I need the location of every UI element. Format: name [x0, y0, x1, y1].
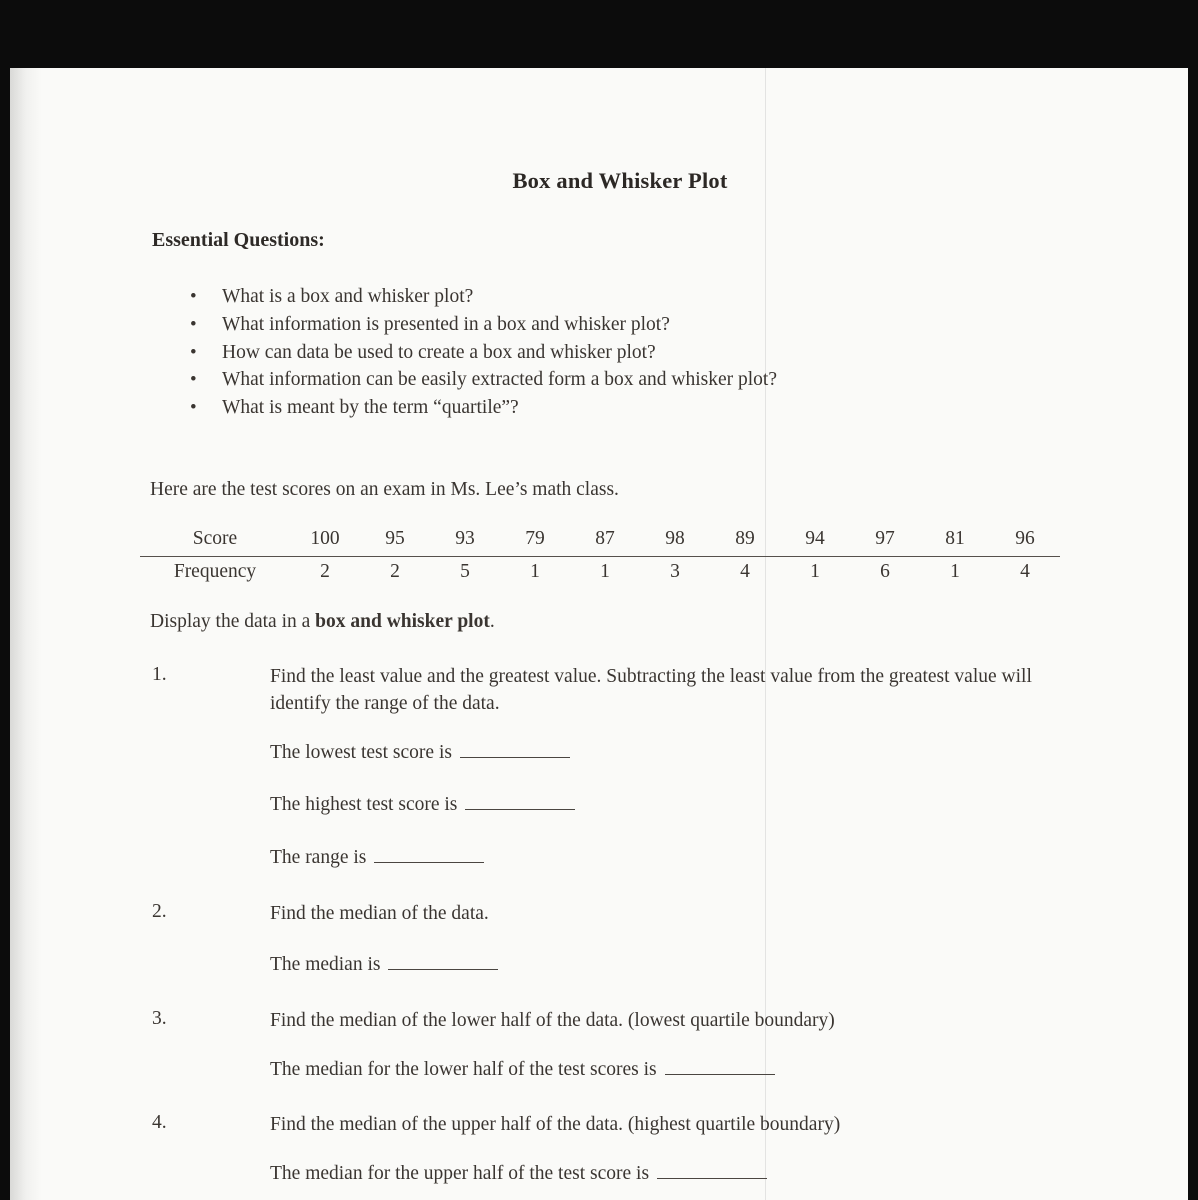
- bullet-text: How can data be used to create a box and whisker plot?: [222, 341, 656, 363]
- bullet-item: [190, 283, 1030, 311]
- bullet-icon: •: [190, 341, 197, 363]
- frequency-cell: 6: [880, 561, 890, 582]
- answer-blank: [465, 795, 575, 810]
- bullet-icon: •: [190, 313, 197, 335]
- step-number: 1.: [152, 664, 167, 685]
- frequency-cell: 1: [810, 561, 820, 582]
- answer-blank: [657, 1164, 767, 1179]
- answer-blank: [388, 955, 498, 970]
- fill-in-line: [270, 1163, 767, 1185]
- score-cell: 81: [920, 527, 990, 557]
- bullet-item: [190, 394, 1030, 422]
- score-cell: 87: [570, 527, 640, 557]
- step-number: 3.: [152, 1008, 167, 1029]
- bullet-text: What is a box and whisker plot?: [222, 286, 474, 307]
- fill-in-label: The lowest test score is: [270, 742, 452, 763]
- frequency-cell: 1: [950, 561, 960, 582]
- frequency-cell: 2: [390, 561, 400, 582]
- fill-in-line: [270, 1059, 775, 1081]
- bullet-text: What information can be easily extracted form a box and whisker plot?: [222, 369, 778, 391]
- intro-text: Here are the test scores on an exam in Ms. Lee’s math class.: [150, 479, 619, 500]
- scores-table: [140, 527, 1060, 585]
- display-instruction-suffix: .: [489, 611, 495, 632]
- fill-in-line: [270, 794, 575, 816]
- score-cell: 93: [430, 527, 500, 557]
- step-text: Find the median of the lower half of the data. (lowest quartile boundary): [270, 1010, 835, 1031]
- score-cell: 97: [850, 527, 920, 557]
- bullet-item: [190, 339, 1030, 367]
- bullet-icon: •: [190, 286, 197, 307]
- step-number: 2.: [152, 901, 167, 922]
- essential-questions-heading: Essential Questions:: [152, 229, 325, 251]
- bullet-icon: •: [190, 397, 197, 419]
- frequency-row: [140, 557, 1060, 586]
- answer-blank: [460, 743, 570, 758]
- frequency-cell: 2: [320, 561, 330, 582]
- frequency-cell: 4: [740, 561, 750, 582]
- score-row-label: Score: [140, 527, 290, 557]
- fill-in-line: [270, 847, 484, 869]
- display-instruction-prefix: Display the data in a: [150, 611, 316, 632]
- fill-in-label: The median for the lower half of the test scores is: [270, 1059, 657, 1080]
- bullet-item: [190, 366, 1030, 394]
- display-instruction: [150, 611, 495, 633]
- fill-in-label: The highest test score is: [270, 794, 458, 815]
- step-text: Find the median of the data.: [270, 903, 489, 924]
- score-cell: 89: [710, 527, 780, 557]
- fill-in-label: The range is: [270, 847, 367, 868]
- frequency-cell: 5: [460, 561, 470, 582]
- bullet-text: What information is presented in a box and whisker plot?: [222, 313, 670, 335]
- frequency-cell: 1: [600, 561, 610, 582]
- answer-blank: [374, 848, 484, 863]
- frequency-cell: 4: [1020, 561, 1030, 582]
- score-cell: 79: [500, 527, 570, 557]
- bullet-item: [190, 311, 1030, 339]
- score-cell: 95: [360, 527, 430, 557]
- bullet-list: [190, 283, 1030, 422]
- fill-in-line: [270, 954, 498, 976]
- bullet-icon: •: [190, 369, 197, 391]
- answer-blank: [665, 1060, 775, 1075]
- document-page: [10, 68, 1188, 1200]
- score-cell: 100: [290, 527, 360, 557]
- step-text: Find the median of the upper half of the data. (highest quartile boundary): [270, 1114, 841, 1135]
- score-row: [140, 527, 1060, 557]
- step-text: Find the least value and the greatest value. Subtracting the least value from the greatest value will identify the range of the data.: [270, 666, 1032, 714]
- page-title: Box and Whisker Plot: [512, 168, 728, 193]
- fill-in-label: The median is: [270, 954, 381, 975]
- fill-in-label: The median for the upper half of the test score is: [270, 1163, 650, 1184]
- bullet-text: What is meant by the term “quartile”?: [222, 397, 519, 419]
- fill-in-line: [270, 742, 570, 764]
- step-number: 4.: [152, 1112, 167, 1133]
- score-cell: 96: [990, 527, 1060, 557]
- score-cell: 94: [780, 527, 850, 557]
- frequency-cell: 1: [530, 561, 540, 582]
- score-cell: 98: [640, 527, 710, 557]
- frequency-cell: 3: [670, 561, 680, 582]
- frequency-row-label: Frequency: [173, 561, 257, 582]
- display-instruction-bold: box and whisker plot: [315, 611, 490, 632]
